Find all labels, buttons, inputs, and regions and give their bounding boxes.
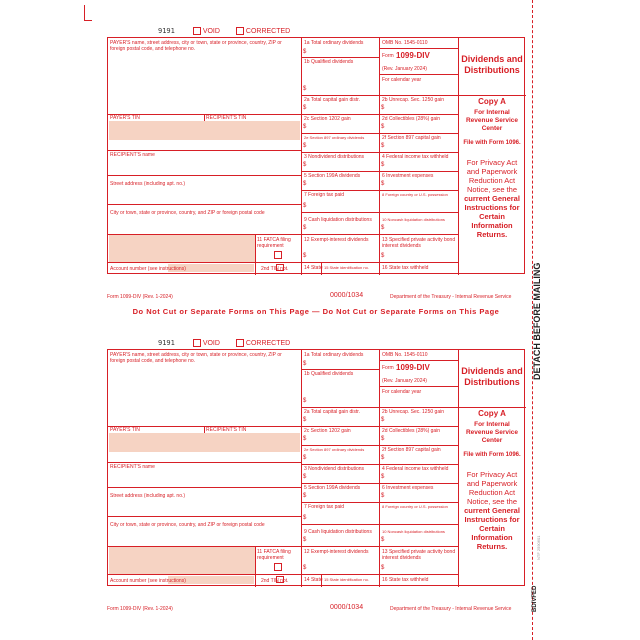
- box-12-label: 12 Exempt-interest dividends: [304, 237, 369, 243]
- footer-form: [107, 294, 173, 300]
- dollar-sign: $: [381, 493, 385, 499]
- box-3-label: 3 Nondividend distributions: [304, 466, 365, 472]
- box-2f-label: 2f Section 897 capital gain: [382, 135, 441, 141]
- dollar-sign: $: [303, 181, 307, 187]
- box-15-label: 15 State identification no.: [324, 265, 369, 270]
- box-1b-label: 1b Qualified dividends: [304, 59, 354, 65]
- omb-label: OMB No. 1545-0110: [382, 352, 428, 358]
- dollar-sign: $: [303, 124, 307, 130]
- form-1099-div-copy-1: [107, 37, 525, 274]
- dollar-sign: $: [381, 537, 385, 543]
- form-title: Dividends and Distributions: [461, 366, 523, 387]
- void-checkbox[interactable]: [193, 27, 201, 35]
- cal-year-label: For calendar year: [382, 389, 422, 395]
- payer-tin-label: PAYER'S TIN: [110, 427, 140, 433]
- form-word: Form: [382, 365, 394, 371]
- dollar-sign: $: [303, 105, 307, 111]
- footer-rev: (Rev. 1-2024): [142, 294, 173, 300]
- file-with-label: File with Form 1096.: [463, 140, 521, 146]
- dollar-sign: $: [381, 565, 385, 571]
- box-5-label: 5 Section 199A dividends: [304, 173, 361, 179]
- box-1a-label: 1a Total ordinary dividends: [304, 352, 364, 358]
- dollar-sign: $: [381, 162, 385, 168]
- dollar-sign: $: [303, 565, 307, 571]
- dollar-sign: $: [381, 105, 385, 111]
- street-label: Street address (including apt. no.): [110, 493, 186, 499]
- box-12-label: 12 Exempt-interest dividends: [304, 549, 369, 555]
- box-2a-label: 2a Total capital gain distr.: [304, 97, 361, 103]
- city-label: City or town, state or province, country, and ZIP or foreign postal code: [110, 210, 265, 216]
- side-code-small: NTF 2590601: [536, 535, 541, 560]
- account-label: Account number (see instructions): [110, 578, 186, 584]
- rev-label: (Rev. January 2024): [382, 378, 427, 384]
- second-tin-checkbox[interactable]: [276, 264, 284, 271]
- copy-a-label: Copy A: [478, 409, 506, 418]
- box-1a-label: 1a Total ordinary dividends: [304, 40, 364, 46]
- recipient-tin-label: RECIPIENT'S TIN: [206, 115, 247, 121]
- form-word: Form: [382, 53, 394, 59]
- box-2b-label: 2b Unrecap. Sec. 1250 gain: [382, 97, 444, 103]
- corrected-label: CORRECTED: [245, 28, 291, 35]
- dollar-sign: $: [381, 124, 385, 130]
- street-label: Street address (including apt. no.): [110, 181, 186, 187]
- dollar-sign: $: [303, 253, 307, 259]
- second-tin-label: 2nd TIN not.: [261, 266, 289, 272]
- recipient-name-label: RECIPIENT'S name: [110, 464, 155, 470]
- box-7-label: 7 Foreign tax paid: [304, 192, 345, 198]
- box-2e-label: 2e Section 897 ordinary dividends: [304, 447, 365, 452]
- detach-before-mailing: DETACH BEFORE MAILING: [532, 262, 542, 380]
- box-14-label: 14 State: [304, 265, 323, 271]
- for-irs-label: For Internal Revenue Service Center: [465, 421, 519, 444]
- dollar-sign: $: [303, 398, 307, 404]
- void-label: VOID: [202, 340, 220, 347]
- cal-year-label: For calendar year: [382, 77, 422, 83]
- dollar-sign: $: [303, 49, 307, 55]
- fatca-label: 11 FATCA filing requirement: [257, 237, 291, 249]
- box-2d-label: 2d Collectibles (28%) gain: [382, 116, 441, 122]
- box-13-label: 13 Specified private activity bond interest dividends: [382, 237, 456, 249]
- box-3-label: 3 Nondividend distributions: [304, 154, 365, 160]
- dollar-sign: $: [381, 474, 385, 480]
- dollar-sign: $: [303, 203, 307, 209]
- recipient-tin-label: RECIPIENT'S TIN: [206, 427, 247, 433]
- box-2f-label: 2f Section 897 capital gain: [382, 447, 441, 453]
- dollar-sign: $: [381, 455, 385, 461]
- crop-mark: [84, 20, 92, 21]
- dollar-sign: $: [303, 86, 307, 92]
- footer-code: 0000/1034: [330, 604, 364, 611]
- footer-dept: Department of the Treasury - Internal Revenue Service: [390, 294, 512, 300]
- dollar-sign: $: [303, 361, 307, 367]
- second-tin-label: 2nd TIN not.: [261, 578, 289, 584]
- form-code: 1099-DIV: [396, 363, 430, 372]
- box-10-label: 10 Noncash liquidation distributions: [382, 529, 445, 534]
- box-9-label: 9 Cash liquidation distributions: [304, 217, 372, 223]
- box-16-label: 16 State tax withheld: [382, 577, 429, 583]
- box-9-label: 9 Cash liquidation distributions: [304, 529, 372, 535]
- form-code: 1099-DIV: [396, 51, 430, 60]
- payer-tin-label: PAYER'S TIN: [110, 115, 140, 121]
- footer-form-code: Form 1099-DIV: [107, 606, 142, 612]
- box-4-label: 4 Federal income tax withheld: [382, 466, 449, 472]
- side-form-code: BDIVFED: [532, 585, 538, 612]
- dollar-sign: $: [303, 417, 307, 423]
- box-1b-label: 1b Qualified dividends: [304, 371, 354, 377]
- fatca-checkbox[interactable]: [274, 563, 282, 571]
- dollar-sign: $: [381, 225, 385, 231]
- box-8-label: 8 Foreign country or U.S. possession: [382, 504, 448, 509]
- box-16-label: 16 State tax withheld: [382, 265, 429, 271]
- dollar-sign: $: [303, 515, 307, 521]
- crop-mark: [84, 5, 85, 21]
- void-checkbox[interactable]: [193, 339, 201, 347]
- file-with-label: File with Form 1096.: [463, 452, 521, 458]
- recipient-name-label: RECIPIENT'S name: [110, 152, 155, 158]
- dollar-sign: $: [381, 143, 385, 149]
- privacy-instructions: current General Instructions for Certain Information Returns.: [464, 506, 520, 551]
- box-8-label: 8 Foreign country or U.S. possession: [382, 192, 448, 197]
- box-10-label: 10 Noncash liquidation distributions: [382, 217, 445, 222]
- account-label: Account number (see instructions): [110, 266, 186, 272]
- box-14-label: 14 State: [304, 577, 323, 583]
- form-id-number: 9191: [158, 339, 175, 347]
- dollar-sign: $: [303, 225, 307, 231]
- dollar-sign: $: [303, 474, 307, 480]
- box-6-label: 6 Investment expenses: [382, 173, 434, 179]
- copy-a-label: Copy A: [478, 97, 506, 106]
- no-cut-notice: Do Not Cut or Separate Forms on This Page — Do Not Cut or Separate Forms on This Page: [132, 307, 500, 316]
- box-6-label: 6 Investment expenses: [382, 485, 434, 491]
- privacy-instructions: current General Instructions for Certain Information Returns.: [464, 194, 520, 239]
- form-title: Dividends and Distributions: [461, 54, 523, 75]
- corrected-checkbox[interactable]: [236, 339, 244, 347]
- form-1099-div-copy-2: [107, 349, 525, 586]
- payer-block-label: PAYER'S name, street address, city or town, state or province, country, ZIP or foreign postal code, and telephone no.: [110, 352, 282, 364]
- dollar-sign: $: [303, 455, 307, 461]
- form-id-number: 9191: [158, 27, 175, 35]
- box-4-label: 4 Federal income tax withheld: [382, 154, 449, 160]
- dollar-sign: $: [303, 436, 307, 442]
- city-label: City or town, state or province, country, and ZIP or foreign postal code: [110, 522, 265, 528]
- dollar-sign: $: [381, 436, 385, 442]
- footer-dept: Department of the Treasury - Internal Revenue Service: [390, 606, 512, 612]
- box-2c-label: 2c Section 1202 gain: [304, 116, 351, 122]
- footer-form: [107, 606, 173, 612]
- box-2e-label: 2e Section 897 ordinary dividends: [304, 135, 365, 140]
- omb-label: OMB No. 1545-0110: [382, 40, 428, 46]
- box-15-label: 15 State identification no.: [324, 577, 369, 582]
- fatca-label: 11 FATCA filing requirement: [257, 549, 291, 561]
- dollar-sign: $: [381, 181, 385, 187]
- payer-block-label: PAYER'S name, street address, city or town, state or province, country, ZIP or foreign postal code, and telephone no.: [110, 40, 282, 52]
- box-5-label: 5 Section 199A dividends: [304, 485, 361, 491]
- box-2b-label: 2b Unrecap. Sec. 1250 gain: [382, 409, 444, 415]
- box-2c-label: 2c Section 1202 gain: [304, 428, 351, 434]
- void-label: VOID: [202, 28, 220, 35]
- footer-form-code: Form 1099-DIV: [107, 294, 142, 300]
- dollar-sign: $: [303, 143, 307, 149]
- dollar-sign: $: [303, 493, 307, 499]
- rev-label: (Rev. January 2024): [382, 66, 427, 72]
- box-2d-label: 2d Collectibles (28%) gain: [382, 428, 441, 434]
- privacy-notice: For Privacy Act and Paperwork Reduction Act Notice, see the: [466, 470, 518, 506]
- for-irs-label: For Internal Revenue Service Center: [465, 109, 519, 132]
- box-7-label: 7 Foreign tax paid: [304, 504, 345, 510]
- corrected-label: CORRECTED: [245, 340, 291, 347]
- dollar-sign: $: [381, 253, 385, 259]
- footer-rev: (Rev. 1-2024): [142, 606, 173, 612]
- corrected-checkbox[interactable]: [236, 27, 244, 35]
- dollar-sign: $: [303, 162, 307, 168]
- second-tin-checkbox[interactable]: [276, 576, 284, 583]
- footer-code: 0000/1034: [330, 292, 364, 299]
- fatca-checkbox[interactable]: [274, 251, 282, 259]
- dollar-sign: $: [381, 417, 385, 423]
- box-13-label: 13 Specified private activity bond interest dividends: [382, 549, 456, 561]
- privacy-notice: For Privacy Act and Paperwork Reduction Act Notice, see the: [466, 158, 518, 194]
- box-2a-label: 2a Total capital gain distr.: [304, 409, 361, 415]
- dollar-sign: $: [303, 537, 307, 543]
